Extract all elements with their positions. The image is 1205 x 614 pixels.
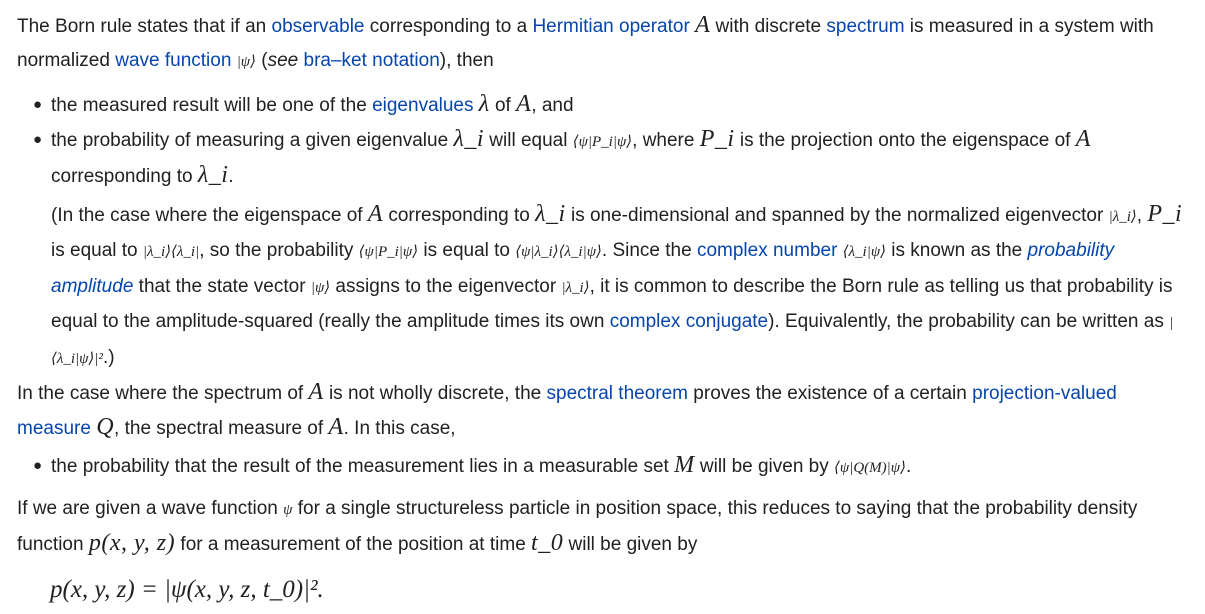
math-measure-q: Q <box>96 413 115 440</box>
position-paragraph <box>17 492 1195 562</box>
text-segment: that the state vector <box>133 275 311 297</box>
intro-paragraph <box>17 9 1195 79</box>
math-set-m: M <box>674 452 695 478</box>
text-segment: corresponding to <box>51 166 198 187</box>
text-segment: is not wholly discrete, the <box>323 383 547 404</box>
math-ket-lambda-i: |λ_i⟩ <box>1108 208 1137 225</box>
link-complex-number[interactable]: complex number <box>696 240 838 261</box>
math-operator-a: A <box>308 379 324 405</box>
spectral-paragraph <box>17 376 1195 445</box>
math-amplitude: ⟨λ_i|ψ⟩ <box>842 244 886 260</box>
text-segment: , so the probability <box>199 240 359 261</box>
text-segment: ), then <box>439 49 494 71</box>
text-segment: . In this case, <box>343 417 456 439</box>
math-operator-a: A <box>695 12 711 38</box>
math-lambda-i: λ_i <box>197 162 229 188</box>
text-segment: of <box>489 95 517 116</box>
list-item <box>17 449 1195 486</box>
math-ket-psi: |ψ⟩ <box>310 279 331 296</box>
math-psi: ψ <box>283 501 293 518</box>
link-spectrum[interactable]: spectrum <box>826 16 905 37</box>
text-segment: . <box>905 456 912 477</box>
math-lambda-i: λ_i <box>453 125 484 152</box>
text-segment: is equal to <box>51 240 143 261</box>
link-hermitian-operator[interactable]: Hermitian operator <box>532 16 690 37</box>
math-projector-pi: P_i <box>699 125 735 152</box>
math-time-t0: t_0 <box>531 530 564 556</box>
math-operator-a: A <box>328 413 344 440</box>
text-segment: will equal <box>484 129 573 151</box>
text-segment: the probability of measuring a given eigenvalue <box>51 129 454 151</box>
math-lambda: λ <box>478 91 490 117</box>
text-segment: for a measurement of the position at time <box>175 534 532 555</box>
text-segment: , the spectral measure of <box>114 417 329 439</box>
text-segment: assigns to the eigenvector <box>330 275 562 297</box>
text-segment: with discrete <box>710 16 827 37</box>
math-operator-a: A <box>516 91 532 117</box>
link-complex-conjugate[interactable]: complex conjugate <box>609 311 769 332</box>
see-label: see <box>267 49 299 71</box>
text-segment: The Born rule states that if an <box>17 16 272 37</box>
link-probability-amplitude[interactable]: probability amplitude <box>51 240 1115 297</box>
math-operator-a: A <box>367 200 384 227</box>
born-rule-list <box>17 88 1195 376</box>
link-wave-function[interactable]: wave function <box>115 49 232 71</box>
text-segment: , <box>1136 204 1148 226</box>
text-segment: will be given by <box>563 534 698 555</box>
math-operator-a: A <box>1075 125 1091 152</box>
text-segment: is the projection onto the eigenspace of <box>734 129 1076 151</box>
math-inner-product: ⟨ψ|λ_i⟩⟨λ_i|ψ⟩ <box>515 244 602 260</box>
text-segment: , it is common to describe the Born rule as telling us that probability is equal to the amplitude-squared (really the amplitude times its own <box>51 275 1173 332</box>
text-segment: is equal to <box>418 240 516 261</box>
text-segment: is one-dimensional and spanned by the normalized eigenvector <box>565 204 1109 226</box>
math-expectation: ⟨ψ|P_i|ψ⟩ <box>572 133 633 150</box>
text-segment: is measured in a system with normalized <box>17 16 1154 71</box>
text-segment: If we are given a wave function <box>17 497 284 519</box>
list-item <box>17 88 1195 123</box>
math-projector-pi: P_i <box>1147 200 1183 227</box>
math-expectation-q: ⟨ψ|Q(M)|ψ⟩ <box>834 460 906 476</box>
parenthetical-note <box>51 198 1195 377</box>
math-density-function: p(x, y, z) <box>88 530 176 556</box>
math-outer-product: |λ_i⟩⟨λ_i| <box>142 244 200 260</box>
math-ket-psi: |ψ⟩ <box>236 53 256 70</box>
text-segment: , where <box>632 129 700 151</box>
measure-list <box>17 449 1195 486</box>
text-segment: ( <box>255 49 268 71</box>
text-segment: proves the existence of a certain <box>688 383 973 404</box>
born-rule-equation: p(x, y, z) = |ψ(x, y, z, t_0)|². <box>50 575 324 603</box>
text-segment: is known as the <box>886 240 1028 261</box>
link-projection-valued-measure[interactable]: projection-valued measure <box>17 383 1117 439</box>
bullet-icon: ● <box>33 457 43 474</box>
link-spectral-theorem[interactable]: spectral theorem <box>546 383 689 404</box>
text-segment: corresponding to a <box>364 16 533 37</box>
math-lambda-i: λ_i <box>535 200 566 227</box>
link-observable[interactable]: observable <box>271 16 365 37</box>
text-segment: , and <box>531 95 574 116</box>
text-segment: will be given by <box>694 456 835 477</box>
text-segment: . Since the <box>601 240 697 261</box>
text-segment: .) <box>102 346 115 368</box>
math-ket-lambda-i: |λ_i⟩ <box>561 279 590 296</box>
text-segment: for a single structureless particle in position space, this reduces to saying that the probability density function <box>17 497 1138 555</box>
list-item <box>17 123 1195 377</box>
text-segment: ). Equivalently, the probability can be written as <box>768 311 1170 332</box>
text-segment: the measured result will be one of the <box>51 95 373 116</box>
text-segment: In the case where the spectrum of <box>17 383 309 404</box>
math-abs-squared: |⟨λ_i|ψ⟩|² <box>51 315 1174 367</box>
bullet-icon: ● <box>33 96 43 113</box>
text-segment: corresponding to <box>383 204 536 226</box>
text-segment: . <box>228 166 234 187</box>
math-expectation: ⟨ψ|P_i|ψ⟩ <box>358 244 419 260</box>
link-bra-ket-notation[interactable]: bra–ket notation <box>303 49 440 71</box>
bullet-icon: ● <box>33 130 43 148</box>
text-segment: (In the case where the eigenspace of <box>51 204 368 226</box>
text-segment: the probability that the result of the measurement lies in a measurable set <box>51 456 675 477</box>
link-eigenvalues[interactable]: eigenvalues <box>372 95 474 116</box>
